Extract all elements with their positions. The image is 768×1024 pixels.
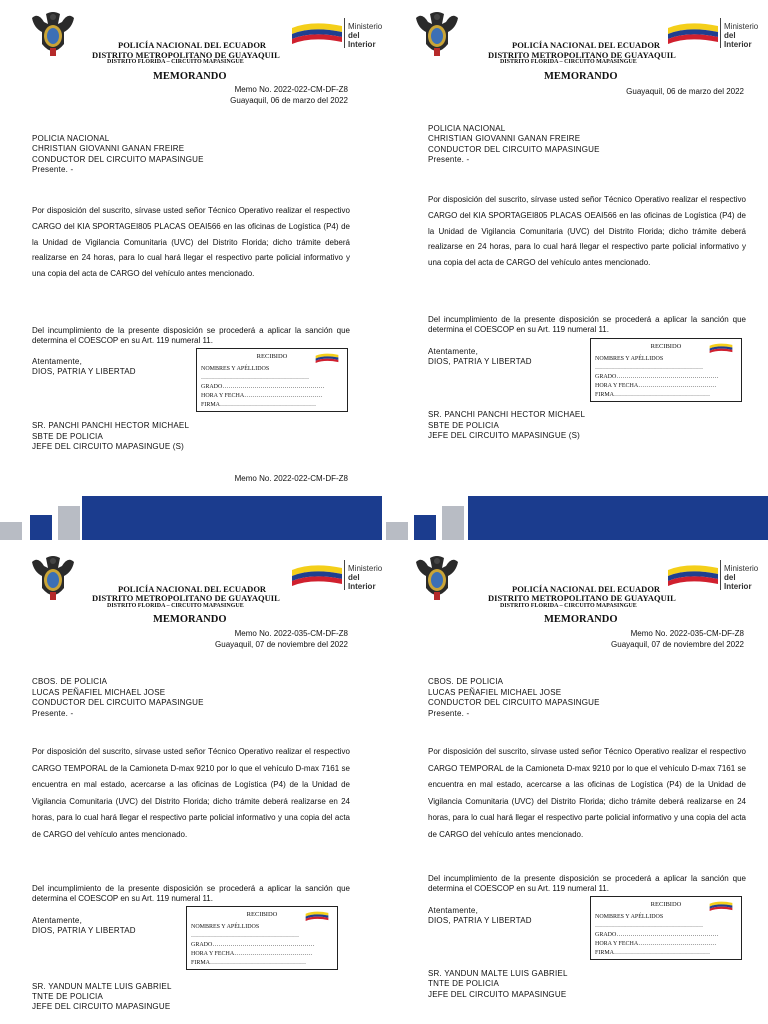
memo-page-top-left [0,0,384,512]
header-circuit: DISTRITO FLORIDA – CIRCUITO MAPASINGUE [107,603,244,609]
header-circuit: DISTRITO FLORIDA – CIRCUITO MAPASINGUE [500,59,637,65]
recipient-line: Presente. - [428,709,470,718]
closing-line: Atentamente, [428,906,478,915]
recipient-line: CBOS. DE POLICIA [428,677,504,686]
signer-role: JEFE DEL CIRCUITO MAPASINGUE (S) [428,431,581,440]
header-institution: POLICÍA NACIONAL DEL ECUADOR [512,584,661,594]
memo-penalty: Del incumplimiento de la presente disposición se procederá a aplicar la sanción que determina el COESCOP en su Art. 119 numeral 11. [428,874,746,893]
header-institution: POLICÍA NACIONAL DEL ECUADOR [512,40,661,50]
memo-date: Guayaquil, 06 de marzo del 2022 [230,96,348,105]
header-institution: POLICÍA NACIONAL DEL ECUADOR [118,584,267,594]
signer-rank: TNTE DE POLICIA [32,992,104,1001]
ministerio-logo-icon [303,911,331,921]
memo-penalty: Del incumplimiento de la presente disposición se procederá a aplicar la sanción que determina el COESCOP en su Art. 119 numeral 11. [428,315,746,334]
recipient-line: POLICIA NACIONAL [428,124,506,133]
ministerio-logo-icon [707,343,735,353]
police-crest-icon [28,8,78,60]
memo-penalty: Del incumplimiento de la presente disposición se procederá a aplicar la sanción que determina el COESCOP en su Art. 119 numeral 11. [32,884,350,903]
memo-number: Memo No. 2022-035-CM-DF-Z8 [234,629,348,638]
closing-line: Atentamente, [32,357,82,366]
recipient-line: CHRISTIAN GIOVANNI GANAN FREIRE [428,134,581,143]
decorative-block [58,506,80,540]
memo-title: MEMORANDO [153,614,227,625]
header-institution: POLICÍA NACIONAL DEL ECUADOR [118,40,267,50]
signer-rank: SBTE DE POLICIA [32,432,104,441]
ministerio-logo-icon: Ministerio del Interior [292,558,382,592]
recipient-line: Presente. - [428,155,470,164]
memo-date: Guayaquil, 07 de noviembre del 2022 [611,640,744,649]
recipient-line: CHRISTIAN GIOVANNI GANAN FREIRE [32,144,185,153]
receipt-box: RECIBIDO NOMBRES Y APÉLLIDOS ……………………………………………… GRADO…………………………………………… HORA Y FECHA………………………………… FIRMA………………………………………… [590,896,742,960]
memo-page-bottom-right [384,540,768,1024]
signer-name: SR. YANDUN MALTE LUIS GABRIEL [428,969,568,978]
recipient-line: LUCAS PEÑAFIEL MICHAEL JOSE [428,688,562,697]
memo-page-top-right [384,0,768,512]
receipt-box: RECIBIDO NOMBRES Y APÉLLIDOS ……………………………………………… GRADO…………………………………………… HORA Y FECHA………………………………… FIRMA………………………………………… [186,906,338,970]
header-district: DISTRITO METROPOLITANO DE GUAYAQUIL [92,50,280,60]
closing-line: Atentamente, [32,916,82,925]
recipient-line: CONDUCTOR DEL CIRCUITO MAPASINGUE [32,698,204,707]
header-district: DISTRITO METROPOLITANO DE GUAYAQUIL [92,593,280,603]
memo-body: Por disposición del suscrito, sírvase usted señor Técnico Operativo realizar el respectivo CARGO TEMPORAL de la Camioneta D-max 9210 por lo que el vehículo D-max 7161 se encuentra en mal estado, acercarse a las oficinas de Logística (P4) de la Unidad de Vigilancia Comunitaria (UVC) del Distrito Florida; dicho trámite deberá realizarse en 24 horas, para lo cual hará llegar el respectivo parte policial informativo y una copia del acta de CARGO del vehículo antes mencionado. [428,747,746,839]
header-circuit: DISTRITO FLORIDA – CIRCUITO MAPASINGUE [500,603,637,609]
memo-title: MEMORANDO [544,71,618,82]
closing-line: DIOS, PATRIA Y LIBERTAD [428,916,532,925]
recipient-line: CBOS. DE POLICIA [32,677,108,686]
decorative-block [442,506,464,540]
memo-date: Guayaquil, 07 de noviembre del 2022 [215,640,348,649]
ministerio-logo-icon: Ministerio del Interior [668,16,758,50]
decorative-block [414,515,436,540]
footer-memo-number: Memo No. 2022-022-CM-DF-Z8 [234,474,348,483]
ministerio-logo-icon: Ministerio del Interior [292,16,382,50]
ministerio-logo-icon [707,901,735,911]
recipient-line: Presente. - [32,165,74,174]
header-district: DISTRITO METROPOLITANO DE GUAYAQUIL [488,593,676,603]
recipient-line: LUCAS PEÑAFIEL MICHAEL JOSE [32,688,166,697]
closing-line: Atentamente, [428,347,478,356]
closing-line: DIOS, PATRIA Y LIBERTAD [428,357,532,366]
signer-name: SR. YANDUN MALTE LUIS GABRIEL [32,982,172,991]
memo-penalty: Del incumplimiento de la presente disposición se procederá a aplicar la sanción que determina el COESCOP en su Art. 119 numeral 11. [32,326,350,345]
police-crest-icon [412,552,462,604]
memo-body: Por disposición del suscrito, sírvase usted señor Técnico Operativo realizar el respectivo CARGO del KIA SPORTAGEI805 PLACAS OEAI566 en las oficinas de Logística (P4) de la Unidad de Vigilancia Comunitaria (UVC) del Distrito Florida; dicho trámite deberá realizarse en 24 horas, para lo cual hará llegar el respectivo parte policial informativo y una copia del acta de CARGO del vehículo antes mencionado. [32,206,350,279]
memo-body: Por disposición del suscrito, sírvase usted señor Técnico Operativo realizar el respectivo CARGO TEMPORAL de la Camioneta D-max 9210 por lo que el vehículo D-max 7161 se encuentra en mal estado, acercarse a las oficinas de Logística (P4) de la Unidad de Vigilancia Comunitaria (UVC) del Distrito Florida; dicho trámite deberá realizarse en 24 horas, para lo cual hará llegar el respectivo parte policial informativo y una copia del acta de CARGO del vehículo antes mencionado. [32,747,350,839]
memo-number: Memo No. 2022-022-CM-DF-Z8 [234,85,348,94]
memo-title: MEMORANDO [544,614,618,625]
closing-line: DIOS, PATRIA Y LIBERTAD [32,367,136,376]
signer-role: JEFE DEL CIRCUITO MAPASINGUE [428,990,567,999]
memo-date: Guayaquil, 06 de marzo del 2022 [626,87,744,96]
signer-name: SR. PANCHI PANCHI HECTOR MICHAEL [428,410,586,419]
police-crest-icon [28,552,78,604]
receipt-box: RECIBIDO NOMBRES Y APÉLLIDOS ……………………………………………… GRADO…………………………………………… HORA Y FECHA………………………………… FIRMA………………………………………… [196,348,348,412]
ministerio-logo-icon [313,353,341,363]
memo-title: MEMORANDO [153,71,227,82]
decorative-block [0,522,22,540]
memo-body: Por disposición del suscrito, sírvase usted señor Técnico Operativo realizar el respectivo CARGO del KIA SPORTAGEI805 PLACAS OEAI566 en las oficinas de Logística (P4) de la Unidad de Vigilancia Comunitaria (UVC) del Distrito Florida; dicho trámite deberá realizarse en 24 horas, para lo cual hará llegar el respectivo parte policial informativo y una copia del acta de CARGO del vehículo antes mencionado. [428,195,746,268]
recipient-line: Presente. - [32,709,74,718]
police-crest-icon [412,8,462,60]
signer-rank: TNTE DE POLICIA [428,979,500,988]
recipient-line: CONDUCTOR DEL CIRCUITO MAPASINGUE [428,145,600,154]
receipt-box: RECIBIDO NOMBRES Y APÉLLIDOS ……………………………………………… GRADO…………………………………………… HORA Y FECHA………………………………… FIRMA………………………………………… [590,338,742,402]
memo-page-bottom-left [0,540,384,1024]
decorative-block [30,515,52,540]
signer-name: SR. PANCHI PANCHI HECTOR MICHAEL [32,421,190,430]
header-district: DISTRITO METROPOLITANO DE GUAYAQUIL [488,50,676,60]
decorative-band [82,496,382,540]
memo-number: Memo No. 2022-035-CM-DF-Z8 [630,629,744,638]
closing-line: DIOS, PATRIA Y LIBERTAD [32,926,136,935]
recipient-line: CONDUCTOR DEL CIRCUITO MAPASINGUE [32,155,204,164]
signer-rank: SBTE DE POLICIA [428,421,500,430]
decorative-block [386,522,408,540]
signer-role: JEFE DEL CIRCUITO MAPASINGUE [32,1002,171,1011]
ministerio-logo-icon: Ministerio del Interior [668,558,758,592]
recipient-line: POLICIA NACIONAL [32,134,110,143]
decorative-band [468,496,768,540]
signer-role: JEFE DEL CIRCUITO MAPASINGUE (S) [32,442,185,451]
recipient-line: CONDUCTOR DEL CIRCUITO MAPASINGUE [428,698,600,707]
header-circuit: DISTRITO FLORIDA – CIRCUITO MAPASINGUE [107,59,244,65]
